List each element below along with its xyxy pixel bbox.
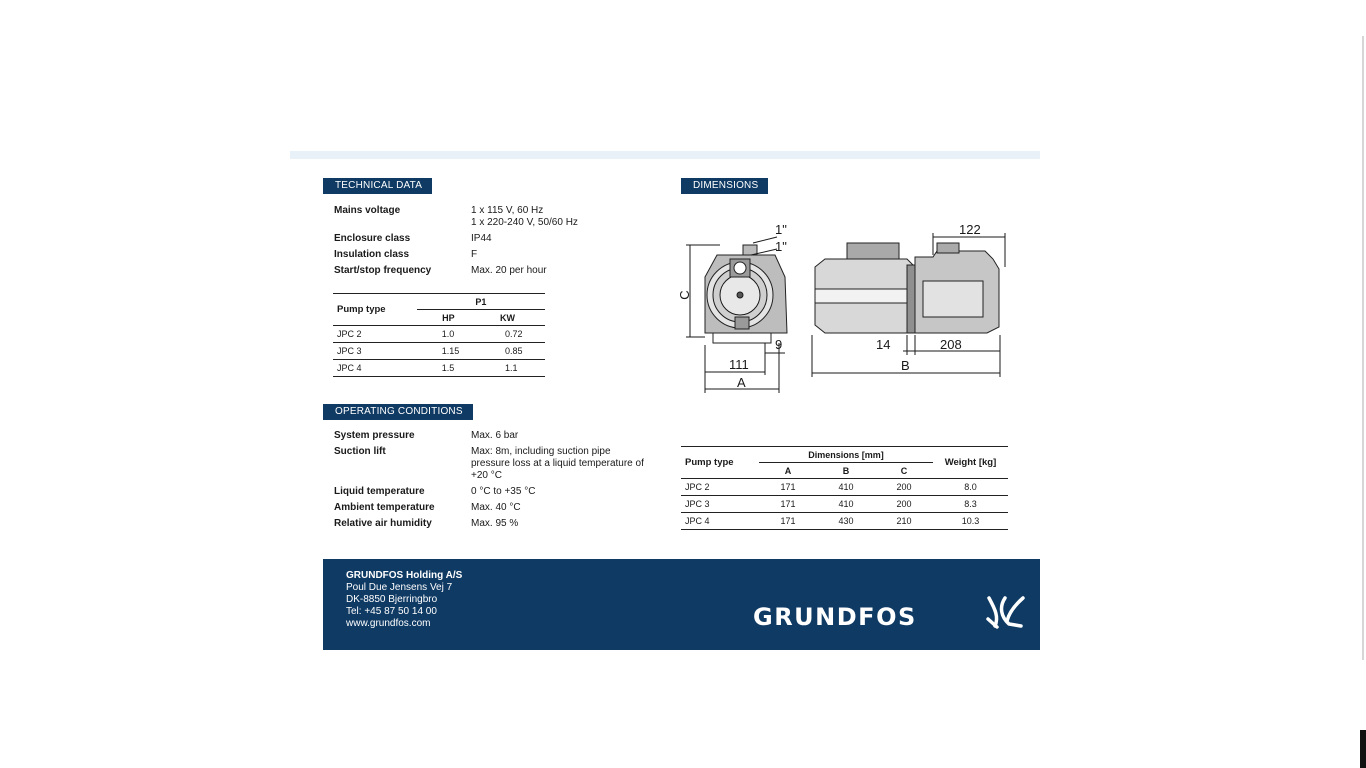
top-band xyxy=(290,151,1040,159)
system-pressure-label: System pressure xyxy=(334,430,415,441)
dim-table-header-b: B xyxy=(817,463,875,479)
liquid-temperature-value: 0 °C to +35 °C xyxy=(471,486,536,497)
dim-table-header-c: C xyxy=(875,463,933,479)
dimensions-heading: DIMENSIONS xyxy=(681,178,768,194)
phone-number: Tel: +45 87 50 14 00 xyxy=(346,606,437,617)
suction-lift-label: Suction lift xyxy=(334,446,386,457)
technical-data-list xyxy=(334,205,664,285)
dim-a-label: A xyxy=(737,375,746,390)
operating-conditions-list xyxy=(334,430,664,530)
weight-cell: 8.3 xyxy=(933,496,1008,513)
ambient-temperature-label: Ambient temperature xyxy=(334,502,435,513)
dim-b-label: B xyxy=(901,358,910,373)
inlet-size-label: 1" xyxy=(775,222,787,237)
scrollbar[interactable] xyxy=(1360,0,1366,768)
table-row xyxy=(681,479,1008,496)
power-table-header-pump: Pump type xyxy=(333,294,417,326)
pump-dimension-drawing xyxy=(675,215,1015,395)
technical-data-heading: TECHNICAL DATA xyxy=(323,178,432,194)
start-stop-frequency-value: Max. 20 per hour xyxy=(471,265,547,276)
relative-air-humidity-value: Max. 95 % xyxy=(471,518,519,529)
dim-9-label: 9 xyxy=(775,337,783,352)
dim-c-cell: 210 xyxy=(875,513,933,530)
start-stop-frequency-label: Start/stop frequency xyxy=(334,265,432,276)
grundfos-logo-text: GRUNDFOS xyxy=(753,603,917,631)
website-link[interactable]: www.grundfos.com xyxy=(346,618,431,629)
table-row xyxy=(681,513,1008,530)
kw-cell: 0.85 xyxy=(500,343,545,360)
pump-type-cell: JPC 4 xyxy=(681,513,759,530)
dim-c-label: C xyxy=(677,290,692,300)
dim-a-cell: 171 xyxy=(759,479,817,496)
power-table-header-p1: P1 xyxy=(417,294,545,310)
liquid-temperature-label: Liquid temperature xyxy=(334,486,425,497)
table-row xyxy=(333,360,545,377)
dim-c-cell: 200 xyxy=(875,479,933,496)
dim-table-header-a: A xyxy=(759,463,817,479)
dim-b-cell: 430 xyxy=(817,513,875,530)
power-table-header-kw: KW xyxy=(500,310,545,326)
grundfos-logo-icon xyxy=(985,593,1027,629)
pump-type-cell: JPC 3 xyxy=(333,343,417,360)
enclosure-class-label: Enclosure class xyxy=(334,233,411,244)
operating-conditions-heading: OPERATING CONDITIONS xyxy=(323,404,473,420)
outlet-size-label: 1" xyxy=(775,239,787,254)
weight-cell: 8.0 xyxy=(933,479,1008,496)
insulation-class-label: Insulation class xyxy=(334,249,410,260)
footer xyxy=(323,559,1040,650)
dim-c-cell: 200 xyxy=(875,496,933,513)
enclosure-class-value: IP44 xyxy=(471,233,492,244)
pump-type-cell: JPC 2 xyxy=(333,326,417,343)
dim-b-cell: 410 xyxy=(817,496,875,513)
kw-cell: 1.1 xyxy=(500,360,545,377)
dim-table-header-group: Dimensions [mm] xyxy=(759,447,933,463)
hp-cell: 1.0 xyxy=(417,326,500,343)
table-row xyxy=(333,343,545,360)
city-address: DK-8850 Bjerringbro xyxy=(346,594,438,605)
dim-a-cell: 171 xyxy=(759,496,817,513)
ambient-temperature-value: Max. 40 °C xyxy=(471,502,521,513)
insulation-class-value: F xyxy=(471,249,478,260)
table-row xyxy=(681,496,1008,513)
pump-type-cell: JPC 2 xyxy=(681,479,759,496)
hp-cell: 1.5 xyxy=(417,360,500,377)
power-table xyxy=(333,293,545,377)
relative-air-humidity-label: Relative air humidity xyxy=(334,518,432,529)
weight-cell: 10.3 xyxy=(933,513,1008,530)
hp-cell: 1.15 xyxy=(417,343,500,360)
dimensions-table xyxy=(681,446,1008,530)
dim-208-label: 208 xyxy=(940,337,962,352)
table-row xyxy=(333,326,545,343)
company-address xyxy=(346,570,462,630)
suction-lift-value: Max: 8m, including suction pipe pressure loss at a liquid temperature of +20 °C xyxy=(471,446,644,481)
street-address: Poul Due Jensens Vej 7 xyxy=(346,582,453,593)
mains-voltage-label: Mains voltage xyxy=(334,205,401,216)
mains-voltage-value-2: 1 x 220-240 V, 50/60 Hz xyxy=(471,217,578,228)
pump-type-cell: JPC 3 xyxy=(681,496,759,513)
dim-a-cell: 171 xyxy=(759,513,817,530)
system-pressure-value: Max. 6 bar xyxy=(471,430,519,441)
power-table-header-hp: HP xyxy=(417,310,500,326)
dim-b-cell: 410 xyxy=(817,479,875,496)
dim-122-label: 122 xyxy=(959,222,981,237)
pump-type-cell: JPC 4 xyxy=(333,360,417,377)
mains-voltage-value: 1 x 115 V, 60 Hz xyxy=(471,205,544,216)
dim-14-label: 14 xyxy=(876,337,891,352)
kw-cell: 0.72 xyxy=(500,326,545,343)
company-name: GRUNDFOS Holding A/S xyxy=(346,570,463,581)
dim-111-label: 111 xyxy=(729,357,749,372)
dim-table-header-pump: Pump type xyxy=(681,447,759,479)
dim-table-header-weight: Weight [kg] xyxy=(933,447,1008,479)
